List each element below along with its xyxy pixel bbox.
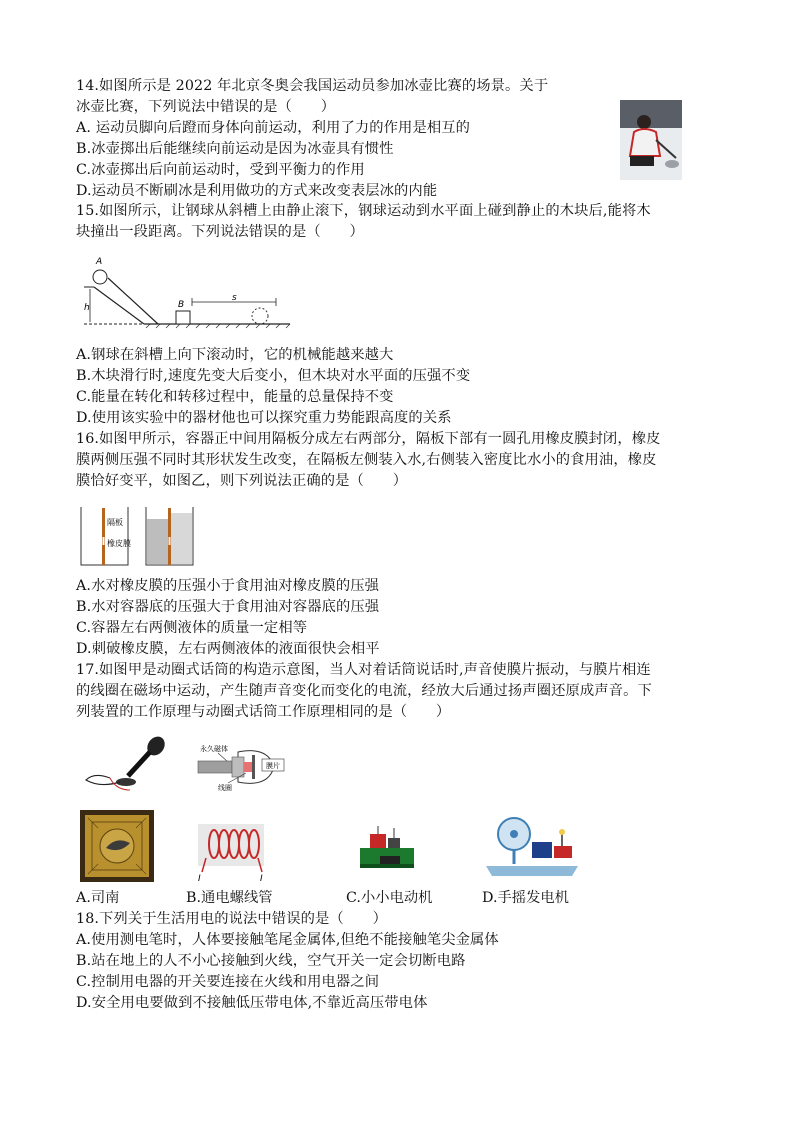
q14-option-b: B.冰壶掷出后能继续向前运动是因为冰壶具有惯性 bbox=[76, 141, 394, 157]
microphone-photo bbox=[80, 732, 170, 794]
q15-stem-line1: 15.如图所示，让钢球从斜槽上由静止滚下，钢球运动到水平面上碰到静止的木块后,能将木 bbox=[76, 203, 651, 219]
q15-option-a: A.钢球在斜槽上向下滚动时，它的机械能越来越大 bbox=[76, 347, 394, 363]
q16-option-c: C.容器左右两侧液体的质量一定相等 bbox=[76, 620, 308, 636]
q16-stem-line1: 16.如图甲所示，容器正中间用隔板分成左右两部分，隔板下部有一圆孔用橡皮膜封闭，橡皮 bbox=[76, 431, 661, 447]
q17-option-d: D.手摇发电机 bbox=[482, 890, 569, 906]
q14-stem-line2: 冰壶比赛，下列说法中错误的是（ ） bbox=[76, 99, 336, 115]
q17-option-a: A.司南 bbox=[76, 890, 120, 906]
q16-stem-line2: 膜两侧压强不同时其形状发生改变，在隔板左侧装入水,右侧装入密度比水小的食用油，橡皮 bbox=[76, 452, 657, 468]
label-membrane: 橡皮膜 bbox=[107, 539, 131, 548]
q17-stem-line3: 列装置的工作原理与动圈式话筒工作原理相同的是（ ） bbox=[76, 704, 451, 720]
solenoid-image bbox=[192, 820, 270, 882]
dynamic-microphone-structure-diagram bbox=[188, 742, 292, 792]
q17-option-c: C.小小电动机 bbox=[346, 890, 433, 906]
label-current-2: I bbox=[260, 874, 263, 882]
sinan-compass-image bbox=[80, 810, 154, 882]
label-s: s bbox=[232, 293, 237, 303]
q18-option-b: B.站在地上的人不小心接触到火线，空气开关一定会切断电路 bbox=[76, 953, 466, 969]
q14-option-c: C.冰壶掷出后向前运动时，受到平衡力的作用 bbox=[76, 162, 365, 178]
container-partition-diagram bbox=[80, 505, 195, 567]
curling-athlete-photo bbox=[620, 100, 682, 180]
label-magnet: 永久磁体 bbox=[200, 745, 228, 753]
q16-option-b: B.水对容器底的压强大于食用油对容器底的压强 bbox=[76, 599, 380, 615]
q14-option-d: D.运动员不断刷冰是利用做功的方式来改变表层冰的内能 bbox=[76, 183, 438, 199]
label-current-1: I bbox=[198, 874, 201, 882]
label-film: 膜片 bbox=[266, 762, 280, 770]
q15-option-d: D.使用该实验中的器材他也可以探究重力势能跟高度的关系 bbox=[76, 410, 452, 426]
q16-option-d: D.刺破橡皮膜，左右两侧液体的液面很快会相平 bbox=[76, 641, 380, 657]
small-motor-image bbox=[356, 824, 418, 872]
hand-crank-generator-image bbox=[482, 814, 584, 880]
q18-option-d: D.安全用电要做到不接触低压带电体,不靠近高压带电体 bbox=[76, 995, 428, 1011]
q18-stem: 18.下列关于生活用电的说法中错误的是（ ） bbox=[76, 911, 387, 927]
label-a: A bbox=[96, 257, 103, 267]
q15-stem-line2: 块撞出一段距离。下列说法错误的是（ ） bbox=[76, 224, 364, 240]
q17-stem-line1: 17.如图甲是动圈式话筒的构造示意图，当人对着话筒说话时,声音使膜片振动，与膜片相连 bbox=[76, 662, 651, 678]
q15-option-c: C.能量在转化和转移过程中，能量的总量保持不变 bbox=[76, 389, 394, 405]
q18-option-a: A.使用测电笔时，人体要接触笔尾金属体,但绝不能接触笔尖金属体 bbox=[76, 932, 499, 948]
q18-option-c: C.控制用电器的开关要连接在火线和用电器之间 bbox=[76, 974, 380, 990]
q17-option-b: B.通电螺线管 bbox=[186, 890, 273, 906]
incline-ball-block-diagram bbox=[80, 252, 295, 332]
q16-stem-line3: 膜恰好变平，如图乙，则下列说法正确的是（ ） bbox=[76, 473, 408, 489]
q14-stem-line1: 14.如图所示是 2022 年北京冬奥会我国运动员参加冰壶比赛的场景。关于 bbox=[76, 78, 549, 94]
label-b: B bbox=[178, 300, 185, 310]
q16-option-a: A.水对橡皮膜的压强小于食用油对橡皮膜的压强 bbox=[76, 578, 380, 594]
q14-option-a: A. 运动员脚向后蹬而身体向前运动，利用了力的作用是相互的 bbox=[76, 120, 471, 136]
q17-stem-line2: 的线圈在磁场中运动，产生随声音变化而变化的电流，经放大后通过扬声圈还原成声音。下 bbox=[76, 683, 652, 699]
q15-option-b: B.木块滑行时,速度先变大后变小，但木块对水平面的压强不变 bbox=[76, 368, 471, 384]
label-partition: 隔板 bbox=[107, 518, 123, 527]
label-coil: 线圈 bbox=[218, 784, 232, 792]
label-h: h bbox=[84, 303, 90, 313]
